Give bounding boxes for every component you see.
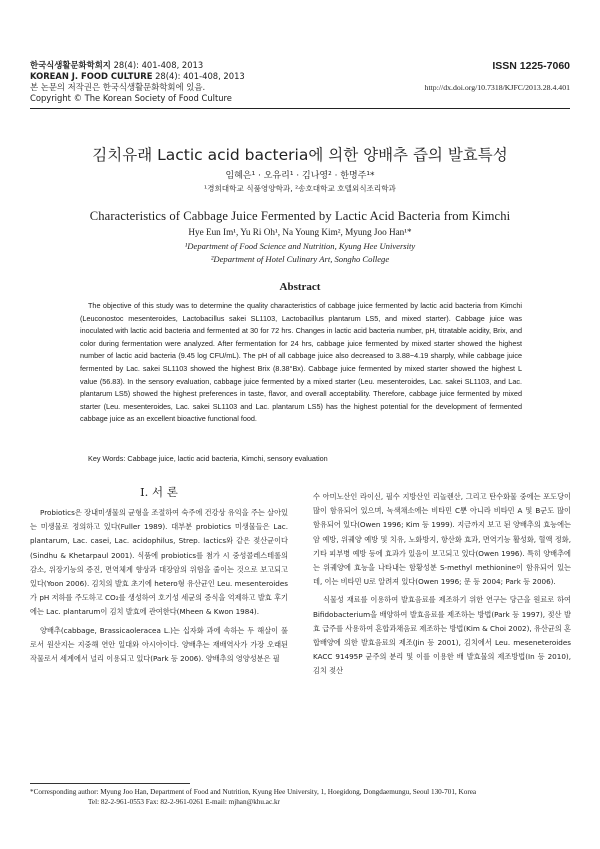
affiliation-korean: ¹경희대학교 식품영양학과, ²송호대학교 호텔외식조리학과 xyxy=(204,184,396,193)
footnote-rule xyxy=(30,783,190,784)
body-column-left xyxy=(30,478,288,666)
body-column-right xyxy=(313,490,571,679)
footnote-contact: Tel: 82-2-961-0553 Fax: 82-2-961-0261 E-mail: mjhan@khu.ac.kr xyxy=(88,798,280,806)
doi-link[interactable]: http://dx.doi.org/10.7318/KJFC/2013.28.4.401 xyxy=(424,83,570,92)
journal-en-line xyxy=(30,71,570,82)
abstract-text: The objective of this study was to determine the quality characteristics of cabbage juice fermented by lactic acid bacteria from Kimchi (Leuconostoc mesenteroides, Lactobacillus sakei SL1103, Lactobacillus plantarum LS5, and mixed starter). Cabbage juice was inoculated with lactic acid bacteria and fermented at 30 for 72 hrs. Changes in lactic acid bacteria number, pH, titratable acidity, Brix, and color during fermentation were analyzed. After fermentation for 24 hrs, cabbage juice fermented by mixed starter showed the highest number of lactic acid bacteria (9.45 log CFU/mL). The pH of all cabbage juice also decreased to 3.88~4.19 sharply, while cabbage juice fermented by Lac. sakei SL1103 showed the highest Brix (8.38°Bx). Cabbage juice fermented by mixed starter showed the highest L value (56.83). In the sensory evaluation, cabbage juice fermented by a mixed starter (Leu. mesenteroides, Lac. sakei SL1103, and Lac. plantarum LS5) showed the highest preferences in taste, flavor, and overall acceptability. Therefore, cabbage juice fermented by mixed starter (Leu. mesenteroides, Lac. sakei SL1103 and Lac. plantarum LS5) has the highest potential for the development of fermented cabbage juice as an excellent bioactive functional food. xyxy=(80,301,522,424)
page-header xyxy=(30,60,570,104)
title-korean: 김치유래 Lactic acid bacteria에 의한 양배추 즙의 발효특성 xyxy=(92,146,508,164)
journal-kr-volume: 28(4): 401-408, 2013 xyxy=(110,60,204,70)
abstract-heading: Abstract xyxy=(279,281,321,293)
keywords: Key Words: Cabbage juice, lactic acid bacteria, Kimchi, sensory evaluation xyxy=(88,454,328,463)
copyright-en: Copyright © The Korean Society of Food Culture xyxy=(30,93,232,103)
journal-kr-line xyxy=(30,60,570,71)
footnote-corresponding-author: *Corresponding author: Myung Joo Han, Department of Food and Nutrition, Kyung Hee University, 1, Hoegidong, Dongdaemungu, Seoul 130-701, Korea xyxy=(30,788,477,796)
issn: ISSN 1225-7060 xyxy=(492,60,570,72)
authors-korean: 임혜은¹ · 오유리¹ · 김나영² · 한명주¹* xyxy=(225,171,375,181)
journal-en-name: KOREAN J. FOOD CULTURE xyxy=(30,71,153,81)
title-english: Characteristics of Cabbage Juice Fermented by Lactic Acid Bacteria from Kimchi xyxy=(89,209,511,223)
affiliation-english-1: ¹Department of Food Science and Nutrition, Kyung Hee University xyxy=(184,241,416,251)
body-paragraph: 양배추(cabbage, Brassicaoleracea L.)는 십자화 과에 속하는 두 해살이 풀로서 원산지는 지중해 연안 일대와 아시아이다. 양배추는 재배역사가 가장 오래된 작물로서 세계에서 널리 이용되고 있다(Park 등 2006). 양배추의 영양성분은 필 xyxy=(30,625,288,664)
authors-english: Hye Eun Im¹, Yu Ri Oh¹, Na Young Kim², Myung Joo Han¹* xyxy=(188,227,412,237)
journal-kr-name: 한국식생활문화학회지 xyxy=(30,60,111,70)
footnote xyxy=(30,787,570,807)
section-heading-introduction: I. 서 론 xyxy=(140,485,178,499)
copyright-kr: 본 논문의 저작권은 한국식생활문화학회에 있음. xyxy=(30,82,206,92)
journal-en-volume: 28(4): 401-408, 2013 xyxy=(152,71,245,81)
body-paragraph: Probiotics은 장내미생물의 균형을 조절하여 숙주에 건강상 유익을 주는 살아있는 미생물로 정의하고 있다(Fuller 1989). 대부분 probiotics 미생물들은 Lac. plantarum, Lac. casei, Lac. acidophilus, Strep. lactics와 같은 젖산균이다(Sindhu & Khetarpaul 2001). 식품에 probiotics를 첨가 시 중성콜레스테롤의 감소, 위장기능의 증진, 면역체계 향상과 대장암의 위험을 줄이는 것으로 보고되고 있다(Yoon 2006). 김치의 발효 초기에 hetero형 유산균인 Leu. mesenteroides가 pH 저하를 주도하고 CO₂를 생성하여 호기성 세균의 증식을 억제하고 발효 후기에는 Lac. plantarum이 김치 발효에 관여한다(Mheen & Kwon 1984). xyxy=(30,508,288,617)
header-rule xyxy=(30,108,570,109)
body-paragraph: 식물성 재료를 이용하여 발효음료를 제조하기 위한 연구는 당근을 원료로 하여 Bifidobacterium을 배양하여 발효음료를 제조하는 방법(Park 등 1997), 젖산 발효 급주를 사용하여 혼합과채음료 제조하는 방법(Kim & Choi 2002), 유산균의 혼합배양에 의한 발효음료의 제조(Jin 등 2001), 김치에서 Leu. meseneteroides KACC 91495P 균주의 분리 및 이를 이용한 배 발효물의 제조방법(In 등 2010), 김치 젖산 xyxy=(313,595,571,676)
affiliation-english-2: ²Department of Hotel Culinary Art, Songho College xyxy=(210,254,390,264)
body-paragraph: 수 아미노산인 라이신, 필수 지방산인 리놀렌산, 그리고 탄수화물 중에는 포도당이 많이 함유되어 있으며, 녹색채소에는 비타민 C뿐 아니라 비타민 A 및 B군도 많이 함유되어 있다(Owen 1996; Kim 등 1999). 지금까지 보고 된 양배추의 효능에는 암 예방, 위궤양 예방 및 치유, 노화방지, 항산화 효과, 면역기능 활성화, 혈액 정화, 기타 피부병 예방 등에 효과가 있음이 보고되고 있다(Owen 1996). 특히 양배추에는 위궤양에 효능을 나타내는 함황성분 S-methyl methionine이 함유되어 있는데, 이는 비타민 U로 알려져 있다(Owen 1996; 문 등 2004; Park 등 2006). xyxy=(313,492,571,587)
